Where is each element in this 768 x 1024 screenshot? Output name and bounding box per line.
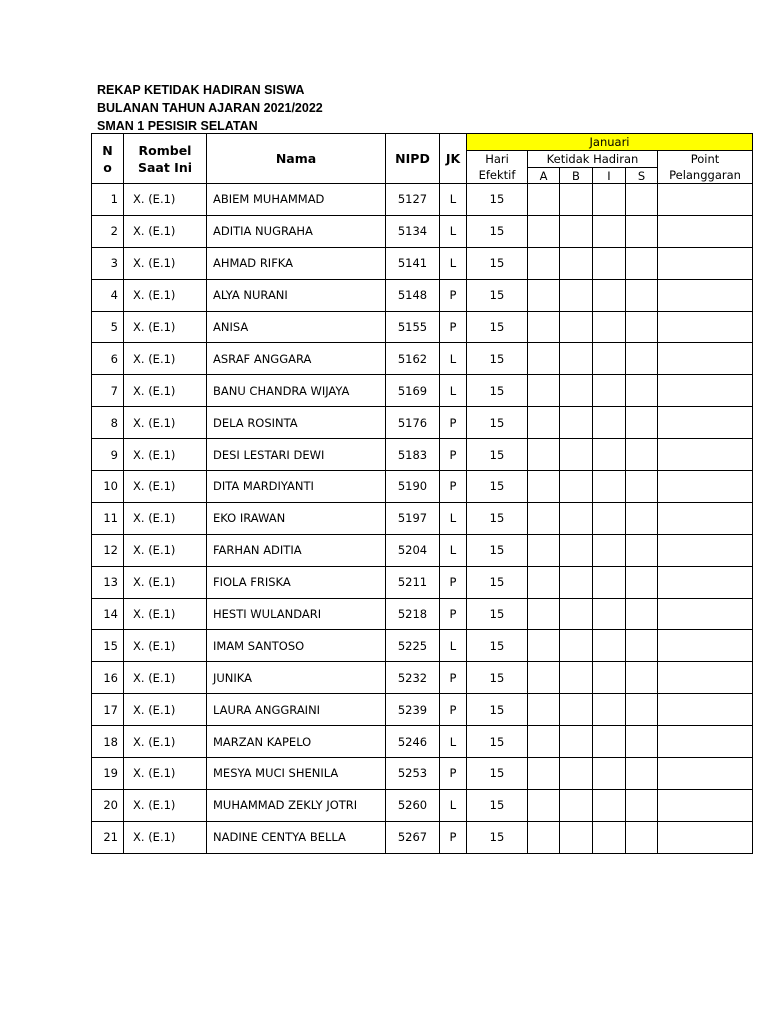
row-nama: ABIEM MUHAMMAD <box>207 184 386 216</box>
row-number: 12 <box>92 534 124 566</box>
row-rombel: X. (E.1) <box>124 471 207 503</box>
header-a: A <box>528 168 560 184</box>
row-point-pelanggaran <box>658 821 753 853</box>
row-jk: L <box>440 343 467 375</box>
row-absen-a <box>528 279 560 311</box>
row-hari-efektif: 15 <box>467 534 528 566</box>
row-absen-s <box>626 439 658 471</box>
row-hari-efektif: 15 <box>467 247 528 279</box>
row-absen-a <box>528 821 560 853</box>
row-absen-i <box>593 821 626 853</box>
table-row <box>92 758 753 790</box>
row-number: 5 <box>92 311 124 343</box>
row-hari-efektif: 15 <box>467 789 528 821</box>
header-rombel <box>124 134 207 184</box>
table-row <box>92 375 753 407</box>
row-nipd: 5239 <box>386 694 440 726</box>
row-hari-efektif: 15 <box>467 726 528 758</box>
row-absen-s <box>626 789 658 821</box>
row-absen-i <box>593 534 626 566</box>
row-point-pelanggaran <box>658 471 753 503</box>
row-hari-efektif: 15 <box>467 694 528 726</box>
row-absen-b <box>560 375 593 407</box>
row-nipd: 5197 <box>386 502 440 534</box>
row-rombel: X. (E.1) <box>124 311 207 343</box>
row-point-pelanggaran <box>658 758 753 790</box>
row-absen-a <box>528 247 560 279</box>
row-number: 6 <box>92 343 124 375</box>
row-rombel: X. (E.1) <box>124 534 207 566</box>
row-nama: ADITIA NUGRAHA <box>207 215 386 247</box>
table-row <box>92 694 753 726</box>
row-jk: L <box>440 215 467 247</box>
row-absen-i <box>593 502 626 534</box>
row-jk: P <box>440 694 467 726</box>
row-jk: P <box>440 758 467 790</box>
row-number: 16 <box>92 662 124 694</box>
row-number: 18 <box>92 726 124 758</box>
row-jk: L <box>440 534 467 566</box>
row-absen-a <box>528 662 560 694</box>
row-point-pelanggaran <box>658 726 753 758</box>
row-point-pelanggaran <box>658 215 753 247</box>
row-point-pelanggaran <box>658 502 753 534</box>
header-i: I <box>593 168 626 184</box>
row-number: 10 <box>92 471 124 503</box>
row-number: 21 <box>92 821 124 853</box>
row-nama: DITA MARDIYANTI <box>207 471 386 503</box>
row-point-pelanggaran <box>658 184 753 216</box>
row-rombel: X. (E.1) <box>124 758 207 790</box>
row-number: 9 <box>92 439 124 471</box>
row-absen-i <box>593 439 626 471</box>
row-absen-i <box>593 279 626 311</box>
row-absen-s <box>626 184 658 216</box>
row-point-pelanggaran <box>658 694 753 726</box>
row-absen-i <box>593 471 626 503</box>
header-hari: Hari <box>467 151 528 168</box>
row-absen-s <box>626 694 658 726</box>
row-absen-i <box>593 343 626 375</box>
row-absen-a <box>528 439 560 471</box>
row-absen-a <box>528 726 560 758</box>
row-rombel: X. (E.1) <box>124 407 207 439</box>
header-nipd: NIPD <box>386 134 440 184</box>
header-point: Point <box>658 151 753 168</box>
row-point-pelanggaran <box>658 375 753 407</box>
row-nama: HESTI WULANDARI <box>207 598 386 630</box>
row-absen-s <box>626 726 658 758</box>
header-ketidak-hadiran: Ketidak Hadiran <box>528 151 658 168</box>
row-nipd: 5162 <box>386 343 440 375</box>
row-absen-b <box>560 502 593 534</box>
row-rombel: X. (E.1) <box>124 343 207 375</box>
row-absen-i <box>593 694 626 726</box>
row-rombel: X. (E.1) <box>124 279 207 311</box>
row-absen-s <box>626 247 658 279</box>
row-number: 3 <box>92 247 124 279</box>
row-jk: L <box>440 184 467 216</box>
header-efektif: Efektif <box>467 168 528 184</box>
row-absen-b <box>560 758 593 790</box>
row-absen-a <box>528 343 560 375</box>
row-absen-b <box>560 630 593 662</box>
row-nipd: 5267 <box>386 821 440 853</box>
table-row <box>92 407 753 439</box>
row-nipd: 5148 <box>386 279 440 311</box>
row-nama: ASRAF ANGGARA <box>207 343 386 375</box>
row-rombel: X. (E.1) <box>124 598 207 630</box>
header-nama: Nama <box>207 134 386 184</box>
row-absen-i <box>593 726 626 758</box>
row-hari-efektif: 15 <box>467 343 528 375</box>
row-hari-efektif: 15 <box>467 279 528 311</box>
row-nama: AHMAD RIFKA <box>207 247 386 279</box>
row-absen-i <box>593 630 626 662</box>
row-rombel: X. (E.1) <box>124 184 207 216</box>
row-point-pelanggaran <box>658 247 753 279</box>
row-hari-efektif: 15 <box>467 502 528 534</box>
table-row <box>92 630 753 662</box>
header-no-label: N o <box>102 142 113 175</box>
school-name: SMAN 1 PESISIR SELATAN <box>97 119 258 133</box>
row-point-pelanggaran <box>658 439 753 471</box>
row-absen-a <box>528 598 560 630</box>
row-rombel: X. (E.1) <box>124 662 207 694</box>
row-absen-i <box>593 375 626 407</box>
row-jk: L <box>440 375 467 407</box>
row-hari-efektif: 15 <box>467 407 528 439</box>
table-row <box>92 502 753 534</box>
row-absen-i <box>593 247 626 279</box>
row-hari-efektif: 15 <box>467 566 528 598</box>
row-absen-i <box>593 789 626 821</box>
row-rombel: X. (E.1) <box>124 789 207 821</box>
row-absen-s <box>626 343 658 375</box>
row-point-pelanggaran <box>658 566 753 598</box>
table-row <box>92 534 753 566</box>
row-jk: P <box>440 279 467 311</box>
table-row <box>92 726 753 758</box>
row-nipd: 5141 <box>386 247 440 279</box>
header-b: B <box>560 168 593 184</box>
header-row-1 <box>92 134 753 151</box>
row-absen-s <box>626 758 658 790</box>
row-nipd: 5218 <box>386 598 440 630</box>
row-hari-efektif: 15 <box>467 439 528 471</box>
table-row <box>92 439 753 471</box>
row-absen-s <box>626 821 658 853</box>
table-row <box>92 279 753 311</box>
row-point-pelanggaran <box>658 630 753 662</box>
row-hari-efektif: 15 <box>467 758 528 790</box>
row-absen-a <box>528 502 560 534</box>
table-row <box>92 821 753 853</box>
row-absen-b <box>560 343 593 375</box>
row-rombel: X. (E.1) <box>124 439 207 471</box>
row-nipd: 5169 <box>386 375 440 407</box>
table-row <box>92 215 753 247</box>
row-hari-efektif: 15 <box>467 662 528 694</box>
header-no <box>92 134 124 184</box>
table-row <box>92 662 753 694</box>
row-absen-a <box>528 789 560 821</box>
row-number: 4 <box>92 279 124 311</box>
row-hari-efektif: 15 <box>467 311 528 343</box>
row-absen-b <box>560 726 593 758</box>
row-nama: JUNIKA <box>207 662 386 694</box>
row-point-pelanggaran <box>658 311 753 343</box>
header-pelanggaran: Pelanggaran <box>658 168 753 184</box>
row-absen-i <box>593 407 626 439</box>
row-nama: BANU CHANDRA WIJAYA <box>207 375 386 407</box>
row-nipd: 5246 <box>386 726 440 758</box>
row-point-pelanggaran <box>658 662 753 694</box>
header-s: S <box>626 168 658 184</box>
row-nipd: 5211 <box>386 566 440 598</box>
row-jk: L <box>440 726 467 758</box>
row-absen-b <box>560 407 593 439</box>
row-absen-a <box>528 471 560 503</box>
row-jk: L <box>440 502 467 534</box>
row-nama: FIOLA FRISKA <box>207 566 386 598</box>
row-absen-a <box>528 215 560 247</box>
row-nama: ANISA <box>207 311 386 343</box>
row-absen-b <box>560 694 593 726</box>
header-rombel-label: Rombel Saat Ini <box>137 142 193 175</box>
row-jk: P <box>440 439 467 471</box>
row-number: 7 <box>92 375 124 407</box>
row-nama: MUHAMMAD ZEKLY JOTRI <box>207 789 386 821</box>
row-absen-a <box>528 184 560 216</box>
row-nipd: 5190 <box>386 471 440 503</box>
table-row <box>92 311 753 343</box>
row-rombel: X. (E.1) <box>124 821 207 853</box>
row-jk: P <box>440 821 467 853</box>
row-point-pelanggaran <box>658 598 753 630</box>
row-hari-efektif: 15 <box>467 630 528 662</box>
row-jk: P <box>440 566 467 598</box>
row-nipd: 5183 <box>386 439 440 471</box>
row-absen-s <box>626 566 658 598</box>
row-absen-b <box>560 184 593 216</box>
row-jk: P <box>440 407 467 439</box>
row-nama: DELA ROSINTA <box>207 407 386 439</box>
row-number: 2 <box>92 215 124 247</box>
row-point-pelanggaran <box>658 343 753 375</box>
row-jk: L <box>440 789 467 821</box>
row-absen-s <box>626 598 658 630</box>
row-absen-b <box>560 279 593 311</box>
table-row <box>92 598 753 630</box>
row-absen-i <box>593 662 626 694</box>
row-absen-s <box>626 630 658 662</box>
row-absen-a <box>528 758 560 790</box>
row-nipd: 5176 <box>386 407 440 439</box>
row-rombel: X. (E.1) <box>124 215 207 247</box>
row-rombel: X. (E.1) <box>124 630 207 662</box>
row-absen-b <box>560 471 593 503</box>
row-nipd: 5204 <box>386 534 440 566</box>
row-nama: IMAM SANTOSO <box>207 630 386 662</box>
row-absen-i <box>593 311 626 343</box>
attendance-table-body <box>92 184 753 854</box>
row-point-pelanggaran <box>658 534 753 566</box>
row-hari-efektif: 15 <box>467 184 528 216</box>
table-row <box>92 184 753 216</box>
row-absen-a <box>528 534 560 566</box>
row-absen-s <box>626 215 658 247</box>
row-hari-efektif: 15 <box>467 215 528 247</box>
row-jk: P <box>440 598 467 630</box>
row-absen-b <box>560 311 593 343</box>
row-absen-i <box>593 184 626 216</box>
row-absen-s <box>626 662 658 694</box>
row-absen-a <box>528 694 560 726</box>
row-number: 19 <box>92 758 124 790</box>
row-hari-efektif: 15 <box>467 375 528 407</box>
attendance-table <box>91 133 753 854</box>
row-absen-a <box>528 375 560 407</box>
row-absen-s <box>626 471 658 503</box>
row-number: 13 <box>92 566 124 598</box>
row-number: 15 <box>92 630 124 662</box>
row-jk: P <box>440 662 467 694</box>
row-jk: P <box>440 311 467 343</box>
row-rombel: X. (E.1) <box>124 502 207 534</box>
row-rombel: X. (E.1) <box>124 566 207 598</box>
row-rombel: X. (E.1) <box>124 247 207 279</box>
table-row <box>92 343 753 375</box>
row-absen-b <box>560 247 593 279</box>
document-subtitle: BULANAN TAHUN AJARAN 2021/2022 <box>97 101 323 115</box>
row-absen-i <box>593 215 626 247</box>
row-nama: MARZAN KAPELO <box>207 726 386 758</box>
row-absen-i <box>593 566 626 598</box>
row-nipd: 5253 <box>386 758 440 790</box>
row-absen-s <box>626 375 658 407</box>
row-number: 11 <box>92 502 124 534</box>
row-nama: DESI LESTARI DEWI <box>207 439 386 471</box>
row-absen-a <box>528 407 560 439</box>
row-nama: ALYA NURANI <box>207 279 386 311</box>
row-absen-b <box>560 598 593 630</box>
row-jk: P <box>440 471 467 503</box>
header-month: Januari <box>467 134 753 151</box>
row-rombel: X. (E.1) <box>124 375 207 407</box>
row-absen-b <box>560 439 593 471</box>
row-absen-a <box>528 311 560 343</box>
row-number: 14 <box>92 598 124 630</box>
row-nipd: 5134 <box>386 215 440 247</box>
row-point-pelanggaran <box>658 279 753 311</box>
row-nipd: 5225 <box>386 630 440 662</box>
table-row <box>92 789 753 821</box>
row-absen-i <box>593 598 626 630</box>
row-absen-b <box>560 821 593 853</box>
row-number: 8 <box>92 407 124 439</box>
document-title-block <box>97 81 323 135</box>
row-absen-b <box>560 662 593 694</box>
row-absen-a <box>528 566 560 598</box>
row-nama: MESYA MUCI SHENILA <box>207 758 386 790</box>
document-title: REKAP KETIDAK HADIRAN SISWA <box>97 83 305 97</box>
row-nama: EKO IRAWAN <box>207 502 386 534</box>
row-absen-s <box>626 502 658 534</box>
row-jk: L <box>440 247 467 279</box>
row-nipd: 5127 <box>386 184 440 216</box>
row-absen-b <box>560 215 593 247</box>
row-number: 17 <box>92 694 124 726</box>
row-absen-b <box>560 789 593 821</box>
table-row <box>92 247 753 279</box>
row-nama: LAURA ANGGRAINI <box>207 694 386 726</box>
row-absen-b <box>560 534 593 566</box>
row-nama: NADINE CENTYA BELLA <box>207 821 386 853</box>
row-absen-s <box>626 311 658 343</box>
row-hari-efektif: 15 <box>467 471 528 503</box>
row-absen-s <box>626 534 658 566</box>
row-nama: FARHAN ADITIA <box>207 534 386 566</box>
header-jk: JK <box>440 134 467 184</box>
row-nipd: 5155 <box>386 311 440 343</box>
row-rombel: X. (E.1) <box>124 694 207 726</box>
row-hari-efektif: 15 <box>467 598 528 630</box>
row-nipd: 5232 <box>386 662 440 694</box>
row-rombel: X. (E.1) <box>124 726 207 758</box>
row-absen-i <box>593 758 626 790</box>
row-number: 1 <box>92 184 124 216</box>
row-point-pelanggaran <box>658 789 753 821</box>
row-absen-a <box>528 630 560 662</box>
row-absen-s <box>626 279 658 311</box>
row-number: 20 <box>92 789 124 821</box>
row-nipd: 5260 <box>386 789 440 821</box>
row-point-pelanggaran <box>658 407 753 439</box>
table-row <box>92 566 753 598</box>
row-hari-efektif: 15 <box>467 821 528 853</box>
row-absen-s <box>626 407 658 439</box>
row-absen-b <box>560 566 593 598</box>
row-jk: L <box>440 630 467 662</box>
table-row <box>92 471 753 503</box>
